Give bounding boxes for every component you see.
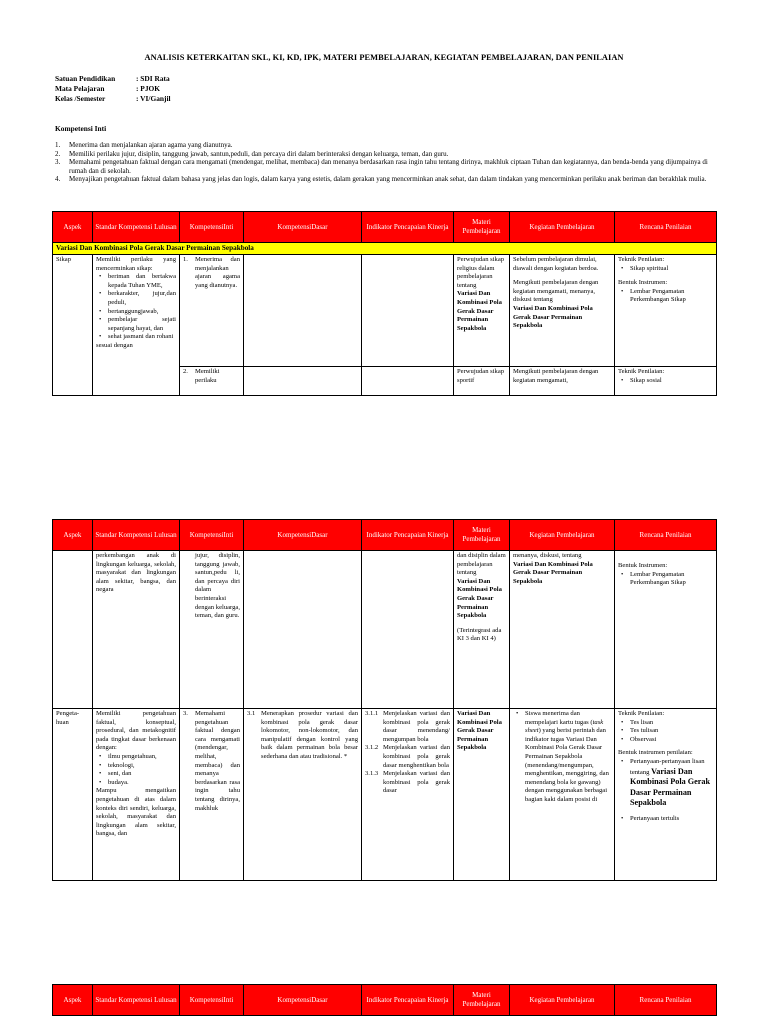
ki-item: 3. Memahami pengetahuan faktual dengan cara mengamati (mendengar, melihat, membaca) dan menanya berdasarkan rasa ingin tahu tentang dirinya, makhluk ciptaan Tuhan dan kegiatannya, dan benda-benda yang dijumpainya di rumah dan di sekolah. xyxy=(55,158,708,175)
cell-materi: dan disiplin dalam pembelajaran tentang Variasi Dan Kombinasi Pola Gerak Dasar Permainan Sepakbola (Terintegrasi ada KI 3 dan KI 4) xyxy=(454,551,510,709)
cell-ki: jujur, disiplin, tanggung jawab, santun,pedu li, dan percaya diri dalam berinteraksi dengan keluarga, teman, dan guru. xyxy=(180,551,244,709)
cell-kegiatan: Mengikuti pembelajaran dengan kegiatan mengamati, xyxy=(510,367,615,396)
analysis-table-3 xyxy=(52,984,717,1016)
table-row xyxy=(53,255,717,367)
table-header-row xyxy=(53,985,717,1016)
list-item: • sehat jasmani dan rohani xyxy=(108,333,176,342)
cell-materi: Perwujudan sikap sportif xyxy=(454,367,510,396)
ki-item: 4. Menyajikan pengetahuan faktual dalam bahasa yang jelas dan logis, dalam karya yang estetis, dalam gerakan yang mencerminkan anak sehat, dan dalam tindakan yang mencerminkan perilaku anak beriman dan berakhlak mulia. xyxy=(55,175,707,184)
ki-item: 1. Menerima dan menjalankan ajaran agama yang dianutnya. xyxy=(55,141,233,149)
list-item: • Lembar Pengamatan Perkembangan Sikap xyxy=(630,571,713,588)
page-title: ANALISIS KETERKAITAN SKL, KI, KD, IPK, MATERI PEMBELAJARAN, KEGIATAN PEMBELAJARAN, DAN PENILAIAN xyxy=(144,53,624,62)
cell-skl: Memiliki pengetahuan faktual, konseptual, prosedural, dan metakognitif pada tingkat dasar berkenaan dengan: • ilmu pengetahuan, • teknologi, • seni, dan • budaya. Mampu mengaitkan pengetahuan di atas dalam konteks diri sendiri, keluarga, sekolah, masyarakat dan lingkungan alam sekitar, bangsa, dan xyxy=(93,709,180,881)
list-item: • Lembar Pengamatan Perkembangan Sikap xyxy=(630,288,713,305)
cell-kegiatan: • Siswa menerima dan mempelajari kartu tugas (task sheet) yang berisi perintah dan indikator tugas Variasi Dan Kombinasi Pola Gerak Dasar Permainan Sepakbola (menendang/mengumpan, menghentikan, menggiring, dan menendang bola ke gawang) dengan menggunakan berbagai bagian kaki dalam posisi di xyxy=(510,709,615,881)
list-item: • Observasi xyxy=(630,736,713,745)
section-row xyxy=(53,243,717,255)
header-penilaian: Rencana Penilaian xyxy=(615,212,717,243)
list-item: • Tes lisan xyxy=(630,719,713,728)
cell-ipk: 3.1.1 Menjelaskan variasi dan kombinasi pola gerak dasar menendang/ mengumpan bola 3.1.2 Menjelaskan variasi dan kombinasi pola gerak dasar menghentikan bola 3.1.3 Menjelaskan variasi dan kombinasi pola gerak dasar xyxy=(362,709,454,881)
header-ki: KompetensiInti xyxy=(180,212,244,243)
header-skl: Standar Kompetensi Lulusan xyxy=(93,212,180,243)
cell-ipk xyxy=(362,255,454,367)
list-item: • teknologi, xyxy=(108,762,176,771)
header-kd: KompetensiDasar xyxy=(244,212,362,243)
cell-ki: 3. Memahami pengetahuan faktual dengan cara mengamati (mendengar, melihat, membaca) dan menanya berdasarkan rasa ingin tahu tentang dirinya, makhluk xyxy=(180,709,244,881)
header-aspek: Aspek xyxy=(53,520,93,551)
header-aspek: Aspek xyxy=(53,212,93,243)
meta-value: : PJOK xyxy=(136,84,161,93)
header-kegiatan: Kegiatan Pembelajaran xyxy=(510,985,615,1016)
header-penilaian: Rencana Penilaian xyxy=(615,520,717,551)
ki-list xyxy=(55,141,715,184)
cell-penilaian: Bentuk Instrumen: • Lembar Pengamatan Perkembangan Sikap xyxy=(615,551,717,709)
cell-aspek: Sikap xyxy=(53,255,93,396)
cell-kd: 3.1 Menerapkan prosedur variasi dan kombinasi pola gerak dasar lokomotor, non-lokomotor, dan manipulatif dengan kontrol yang baik dalam permainan bola besar sederhana dan atau tradisional. * xyxy=(244,709,362,881)
header-kegiatan: Kegiatan Pembelajaran xyxy=(510,520,615,551)
cell-penilaian: Teknik Penilaian: • Sikap sosial xyxy=(615,367,717,396)
table-row xyxy=(53,709,717,881)
list-item: • pembelajar sejati sepanjang hayat, dan xyxy=(108,316,176,333)
list-item: • ilmu pengetahuan, xyxy=(108,753,176,762)
cell-ipk xyxy=(362,551,454,709)
cell-penilaian: Teknik Penilaian: • Sikap spiritual Bentuk Instrumen: • Lembar Pengamatan Perkembangan Sikap xyxy=(615,255,717,367)
header-skl: Standar Kompetensi Lulusan xyxy=(93,520,180,551)
analysis-table-2 xyxy=(52,519,717,881)
list-item: • berkarakter, jujur,dan peduli, xyxy=(108,290,176,307)
meta-label: Satuan Pendidikan xyxy=(55,74,116,83)
cell-skl: Memiliki perilaku yang mencerminkan sikap: • beriman dan bertakwa kepada Tuhan YME, • berkarakter, jujur,dan peduli, • bertanggungjawab, • pembelajar sejati sepanjang hayat, dan • sehat jasmani dan rohani sesuai dengan xyxy=(93,255,180,396)
cell-materi: Perwujudan sikap religius dalam pembelajaran tentang Variasi Dan Kombinasi Pola Gerak Dasar Permainan Sepakbola xyxy=(454,255,510,367)
ki-item: 2. Memiliki perilaku jujur, disiplin, tanggung jawab, santun,peduli, dan percaya diri dalam berinteraksi dengan keluarga, teman, dan guru. xyxy=(55,149,449,158)
cell-kd xyxy=(244,551,362,709)
document-meta xyxy=(55,74,171,104)
list-item: • Pertanyaan tertulis xyxy=(630,815,713,824)
table-header-row xyxy=(53,520,717,551)
list-item: • beriman dan bertakwa kepada Tuhan YME, xyxy=(108,273,176,290)
list-item: • Sikap spiritual xyxy=(630,265,713,274)
cell-ki: 2. Memiliki perilaku xyxy=(180,367,244,396)
cell-aspek: Pengeta-huan xyxy=(53,709,93,881)
header-kd: KompetensiDasar xyxy=(244,520,362,551)
meta-value: : SDI Rata xyxy=(136,74,170,83)
meta-label: Kelas /Semester xyxy=(55,94,106,103)
list-item: • Tes tulisan xyxy=(630,727,713,736)
cell-kd xyxy=(244,255,362,367)
header-kegiatan: Kegiatan Pembelajaran xyxy=(510,212,615,243)
table-row xyxy=(53,551,717,709)
section-title: Variasi Dan Kombinasi Pola Gerak Dasar Permainan Sepakbola xyxy=(53,243,717,255)
list-item: • bertanggungjawab, xyxy=(108,308,176,317)
list-item: • seni, dan xyxy=(108,770,176,779)
cell-ipk xyxy=(362,367,454,396)
cell-aspek xyxy=(53,551,93,709)
header-ipk: Indikator Pencapaian Kinerja xyxy=(362,520,454,551)
ki-heading: Kompetensi Inti xyxy=(55,124,107,133)
cell-kd xyxy=(244,367,362,396)
header-aspek: Aspek xyxy=(53,985,93,1016)
cell-kegiatan: menanya, diskusi, tentang Variasi Dan Kombinasi Pola Gerak Dasar Permainan Sepakbola xyxy=(510,551,615,709)
header-ipk: Indikator Pencapaian Kinerja xyxy=(362,212,454,243)
header-skl: Standar Kompetensi Lulusan xyxy=(93,985,180,1016)
header-ki: KompetensiInti xyxy=(180,985,244,1016)
list-item: • Sikap sosial xyxy=(630,377,713,386)
cell-skl: perkembangan anak di lingkungan keluarga, sekolah, masyarakat dan lingkungan alam sekitar, bangsa, dan negara xyxy=(93,551,180,709)
analysis-table-1 xyxy=(52,211,717,396)
header-materi: Materi Pembelajaran xyxy=(454,985,510,1016)
list-item: • budaya. xyxy=(108,779,176,788)
header-ki: KompetensiInti xyxy=(180,520,244,551)
header-penilaian: Rencana Penilaian xyxy=(615,985,717,1016)
cell-kegiatan: Sebelum pembelajaran dimulai, diawali dengan kegiatan berdoa. Mengikuti pembelajaran dengan kegiatan mengamati, menanya, diskusi tentang Variasi Dan Kombinasi Pola Gerak Dasar Permainan Sepakbola xyxy=(510,255,615,367)
cell-ki: 1. Menerima dan menjalankan ajaran agama yang dianutnya. xyxy=(180,255,244,367)
header-materi: Materi Pembelajaran xyxy=(454,212,510,243)
meta-value: : VI/Ganjil xyxy=(136,94,171,103)
header-kd: KompetensiDasar xyxy=(244,985,362,1016)
cell-materi: Variasi Dan Kombinasi Pola Gerak Dasar Permainan Sepakbola xyxy=(454,709,510,881)
cell-penilaian: Teknik Penilaian: • Tes lisan • Tes tulisan • Observasi Bentuk instrumen penilaian: • Pertanyaan-pertanyaan lisan tentang Variasi Dan Kombinasi Pola Gerak Dasar Permainan Sepakbola • Pertanyaan tertulis xyxy=(615,709,717,881)
header-ipk: Indikator Pencapaian Kinerja xyxy=(362,985,454,1016)
meta-label: Mata Pelajaran xyxy=(55,84,105,93)
header-materi: Materi Pembelajaran xyxy=(454,520,510,551)
table-header-row xyxy=(53,212,717,243)
list-item: • Pertanyaan-pertanyaan lisan tentang Variasi Dan Kombinasi Pola Gerak Dasar Permainan Sepakbola xyxy=(630,758,713,809)
